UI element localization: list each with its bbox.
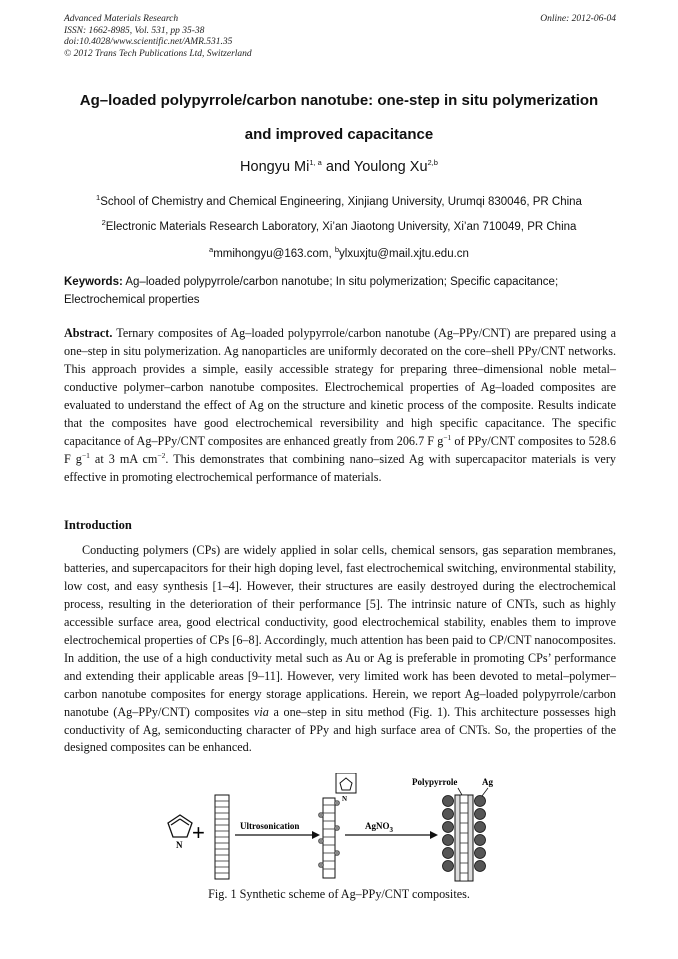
author-2: Youlong Xu xyxy=(353,159,428,175)
email-1-mark: a xyxy=(209,245,214,255)
intro-text-1: Conducting polymers (CPs) are widely applied in solar cells, chemical sensors, gas separation membranes, batteries, and supercapacitors for their high doping level, fast electrochemical switching, environmental stability, low cost, and easy synthesis [1–4]. However, their structures are easily destroyed during the electrochemical process, resulting in the deterioration of their performance [5]. The intrinsic nature of CNTs, such as highly accessible surface area, good electrical conductivity, good electrochemical stability, enables them to improve electrochemical properties of CPs [6–8]. Accordingly, much attention has been paid to CP/CNT nanocomposites. In addition, the use of a high conductivity metal such as Au or Ag is preferable in promoting CPs’ performance and extending their applicable areas [9–11]. However, very limited work has been devoted to metal–polymer–carbon nanotube composites for energy storage applications. Herein, we report Ag–loaded polypyrrole/carbon nanotube (Ag–PPy/CNT) composites xyxy=(64,543,616,719)
ultrasonication-arrow-head xyxy=(312,831,320,839)
author-1-affil: 1, a xyxy=(309,158,322,168)
author-list xyxy=(40,159,638,175)
journal-name: Advanced Materials Research xyxy=(64,14,179,24)
author-emails xyxy=(40,245,638,260)
intro-via: via xyxy=(253,704,269,719)
keywords-label: Keywords: xyxy=(64,276,123,288)
affiliation-1-text: School of Chemistry and Chemical Engineering, Xinjiang University, Urumqi 830046, PR China xyxy=(100,196,582,208)
journal-doi: doi:10.4028/www.scientific.net/AMR.531.35 xyxy=(64,37,233,47)
pyrrole-monomer-icon xyxy=(168,815,192,837)
affiliation-2-text: Electronic Materials Research Laboratory, Xi’an Jiaotong University, Xi’an 710049, PR China xyxy=(105,221,577,233)
pyrrole-inset-icon xyxy=(336,773,356,793)
ultrasonication-label: Ultrosonication xyxy=(240,821,300,831)
abstract-text-1: Ternary composites of Ag–loaded polypyrrole/carbon nanotube (Ag–PPy/CNT) are prepared using a one–step in situ polymerization. Ag nanoparticles are uniformly decorated on the core–shell PPy/CNT networks. This approach provides a simple, easily accessible strategy for preparing three–dimensional noble metal–conductive polymer–carbon nanotube composites. Electrochemical properties of Ag–loaded composites are evaluated to understand the effect of Ag on the structure and kinetic process of the composite. Results indicate that the composites have good electrochemical reversibility and high specific capacitance. The specific capacitance of Ag–PPy/CNT composites are enhanced greatly from 206.7 F g xyxy=(64,326,616,448)
section-heading-introduction: Introduction xyxy=(64,518,132,532)
email-2: ylxuxjtu@mail.xjtu.edu.cn xyxy=(339,248,469,260)
carbon-nanotube-icon xyxy=(215,795,229,879)
polypyrrole-pointer xyxy=(458,788,462,795)
keywords xyxy=(64,273,616,309)
abstract-unit-sup-2: −1 xyxy=(81,450,90,460)
paper-title-line-2: and improved capacitance xyxy=(244,126,434,143)
paper-title-line-1: Ag–loaded polypyrrole/carbon nanotube: one-step in situ polymerization xyxy=(79,92,599,109)
pyrrole-n-label: N xyxy=(176,840,183,850)
agno3-arrow-head xyxy=(430,831,438,839)
ag-pointer xyxy=(482,788,488,796)
online-date: Online: 2012-06-04 xyxy=(540,14,616,24)
email-2-mark: b xyxy=(334,245,340,255)
introduction-paragraph xyxy=(64,542,616,757)
agno3-label: AgNO$_3$ xyxy=(365,821,393,834)
abstract-unit-sup-3: −2 xyxy=(157,450,166,460)
abstract-text-3: at 3 mA cm xyxy=(89,451,158,466)
ag-label: Ag xyxy=(482,777,493,787)
ag-ppy-cnt-icon xyxy=(443,795,486,881)
journal-issn: ISSN: 1662-8985, Vol. 531, pp 35-38 xyxy=(64,25,205,36)
keywords-text: Ag–loaded polypyrrole/carbon nanotube; In situ polymerization; Specific capacitance; Electrochemical properties xyxy=(64,276,562,306)
abstract-text-2: of PPy/CNT composites to 528.6 F g xyxy=(64,433,616,466)
author-2-affil: 2,b xyxy=(427,158,438,168)
affiliation-1 xyxy=(40,193,638,208)
pyrrole-inset-n-label: N xyxy=(342,795,348,803)
figure-caption: Fig. 1 Synthetic scheme of Ag–PPy/CNT composites. xyxy=(208,887,470,901)
plus-sign: + xyxy=(192,820,205,845)
journal-header xyxy=(64,14,616,60)
synthesis-scheme-figure xyxy=(140,773,580,883)
abstract xyxy=(64,325,616,487)
author-1: Hongyu Mi xyxy=(240,159,310,175)
abstract-text-4: . This demonstrates that combining nano–sized Ag with supercapacitor materials is very effective in promoting electrochemical performance of materials. xyxy=(64,451,616,484)
abstract-unit-sup-1: −1 xyxy=(443,432,452,442)
abstract-label: Abstract. xyxy=(64,326,113,340)
polypyrrole-label: Polypyrrole xyxy=(412,777,458,787)
intro-text-2: a one–step in situ method (Fig. 1). This architecture possesses high conductivity of Ag, semiconducting character of PPy and high surface area of CNTs. So, the properties of the designed composites can be enhanced. xyxy=(64,704,616,755)
author-joiner: and xyxy=(321,159,354,175)
affiliation-1-mark: 1 xyxy=(96,193,101,203)
ppy-cnt-icon xyxy=(319,798,340,878)
journal-copyright: © 2012 Trans Tech Publications Ltd, Switzerland xyxy=(64,48,252,59)
email-1: mmihongyu@163.com, xyxy=(213,248,335,260)
affiliation-2-mark: 2 xyxy=(101,218,106,228)
affiliation-2 xyxy=(40,218,638,233)
